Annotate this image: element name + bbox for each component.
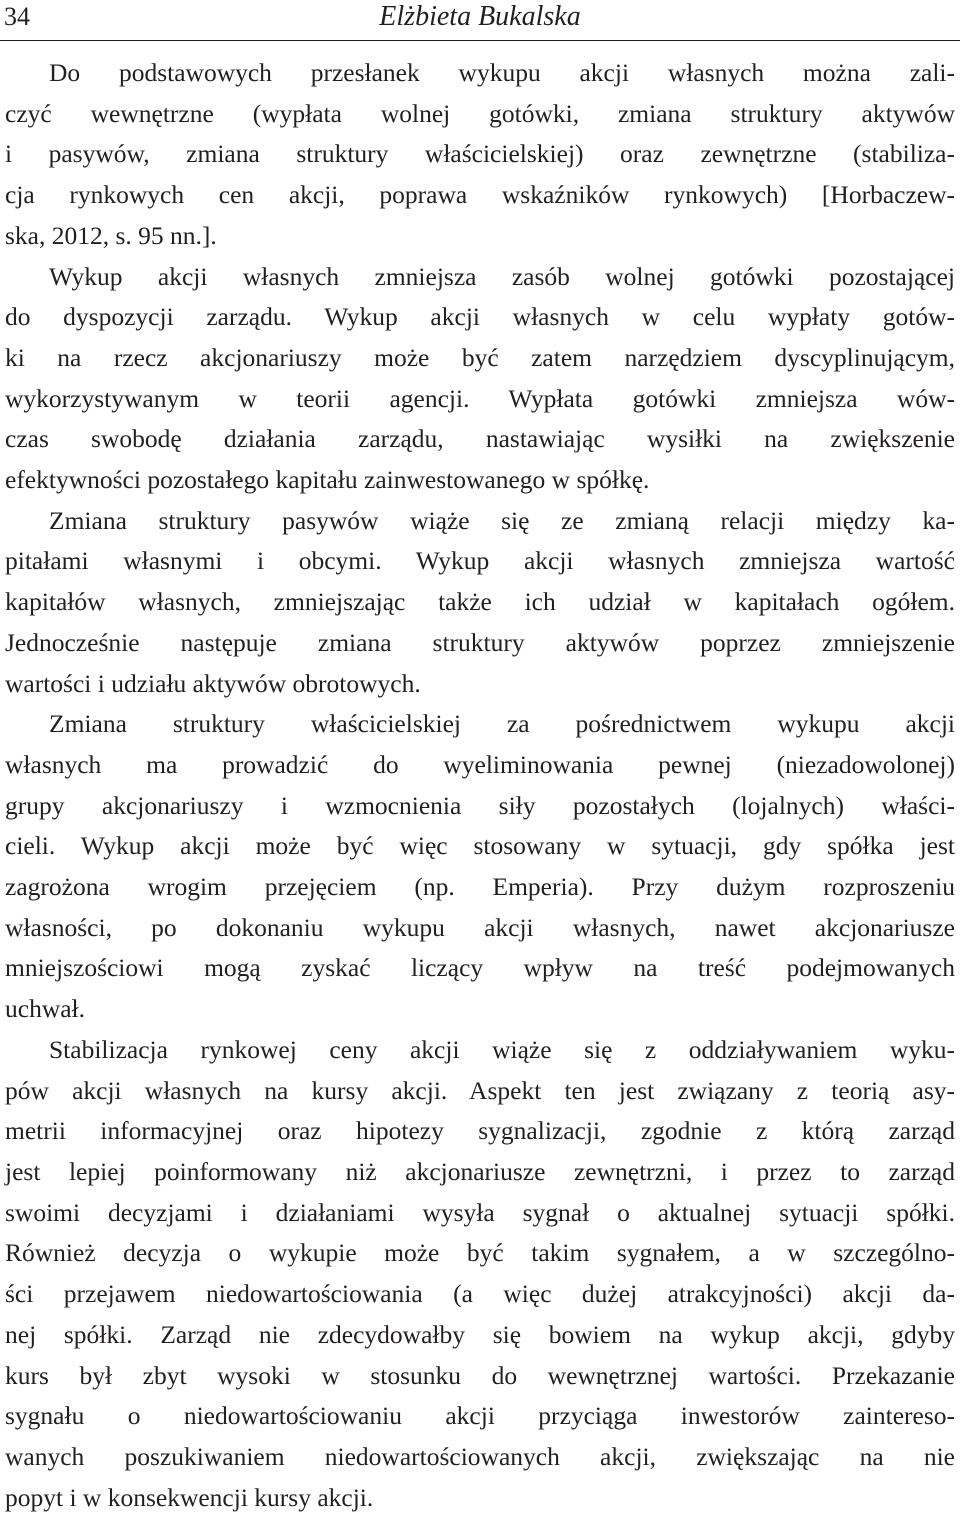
page-number: 34: [4, 2, 30, 31]
paragraph: [5, 1030, 955, 1518]
text-line: jest lepiej poinformowany niż akcjonariusze zewnętrzni, i przez to zarząd: [5, 1156, 955, 1186]
running-head-author: Elżbieta Bukalska: [379, 1, 581, 32]
text-line: sygnału o niedowartościowaniu akcji przyciąga inwestorów zaintereso-: [5, 1401, 955, 1431]
text-line: mniejszościowi mogą zyskać liczący wpływ na treść podejmowanych: [5, 953, 955, 983]
running-header: [0, 0, 960, 41]
paragraph: [5, 53, 955, 257]
text-line: Do podstawowych przesłanek wykupu akcji własnych można zali-: [49, 58, 955, 87]
text-line: swoimi decyzjami i działaniami wysyła sygnał o aktualnej sytuacji spółki.: [5, 1197, 955, 1227]
text-line: ska, 2012, s. 95 nn.].: [5, 220, 217, 250]
text-line: Stabilizacja rynkowej ceny akcji wiąże się z oddziaływaniem wyku-: [49, 1034, 955, 1064]
text-line: cja rynkowych cen akcji, poprawa wskaźników rynkowych) [Horbaczew-: [5, 180, 955, 210]
text-line: czas swobodę działania zarządu, nastawiając wysiłki na zwiększenie: [5, 424, 955, 454]
text-line: kurs był zbyt wysoki w stosunku do wewnętrznej wartości. Przekazanie: [5, 1360, 955, 1390]
text-line: zagrożona wrogim przejęciem (np. Emperia). Przy dużym rozproszeniu: [5, 872, 955, 902]
text-line: Jednocześnie następuje zmiana struktury aktywów poprzez zmniejszenie: [5, 627, 955, 657]
text-line: metrii informacyjnej oraz hipotezy sygnalizacji, zgodnie z którą zarząd: [5, 1116, 955, 1146]
text-line: pitałami własnymi i obcymi. Wykup akcji własnych zmniejsza wartość: [5, 546, 955, 576]
text-line: ści przejawem niedowartościowania (a więc dużej atrakcyjności) akcji da-: [5, 1279, 955, 1309]
paragraph: [5, 257, 955, 501]
text-line: własności, po dokonaniu wykupu akcji własnych, nawet akcjonariusze: [5, 912, 955, 942]
text-line: pów akcji własnych na kursy akcji. Aspekt ten jest związany z teorią asy-: [5, 1075, 955, 1105]
text-line: wartości i udziału aktywów obrotowych.: [5, 668, 421, 698]
text-line: efektywności pozostałego kapitału zainwestowanego w spółkę.: [5, 465, 650, 495]
text-line: popyt i w konsekwencji kursy akcji.: [5, 1482, 374, 1512]
text-line: własnych ma prowadzić do wyeliminowania pewnej (niezadowolonej): [5, 749, 955, 779]
text-line: do dyspozycji zarządu. Wykup akcji własnych w celu wypłaty gotów-: [5, 302, 955, 332]
text-line: Również decyzja o wykupie może być takim sygnałem, a w szczególno-: [5, 1238, 955, 1268]
paragraph: [5, 501, 955, 705]
text-line: wanych poszukiwaniem niedowartościowanych akcji, zwiększając na nie: [5, 1441, 955, 1471]
text-line: uchwał.: [5, 994, 86, 1024]
text-line: i pasywów, zmiana struktury właścicielskiej) oraz zewnętrzne (stabiliza-: [5, 139, 955, 169]
text-line: Zmiana struktury właścicielskiej za pośrednictwem wykupu akcji: [49, 709, 955, 739]
text-line: wykorzystywanym w teorii agencji. Wypłata gotówki zmniejsza wów-: [5, 383, 955, 413]
text-line: grupy akcjonariuszy i wzmocnienia siły pozostałych (lojalnych) właści-: [5, 790, 955, 820]
text-line: cieli. Wykup akcji może być więc stosowany w sytuacji, gdy spółka jest: [5, 831, 955, 861]
body-text: [5, 53, 955, 1518]
text-line: kapitałów własnych, zmniejszając także ich udział w kapitałach ogółem.: [5, 587, 955, 617]
text-line: Wykup akcji własnych zmniejsza zasób wolnej gotówki pozostającej: [49, 261, 955, 291]
paragraph: [5, 704, 955, 1030]
text-line: ki na rzecz akcjonariuszy może być zatem narzędziem dyscyplinującym,: [5, 342, 955, 372]
text-line: nej spółki. Zarząd nie zdecydowałby się bowiem na wykup akcji, gdyby: [5, 1319, 955, 1349]
text-line: Zmiana struktury pasywów wiąże się ze zmianą relacji między ka-: [49, 505, 955, 535]
text-line: czyć wewnętrzne (wypłata wolnej gotówki, zmiana struktury aktywów: [5, 98, 955, 128]
